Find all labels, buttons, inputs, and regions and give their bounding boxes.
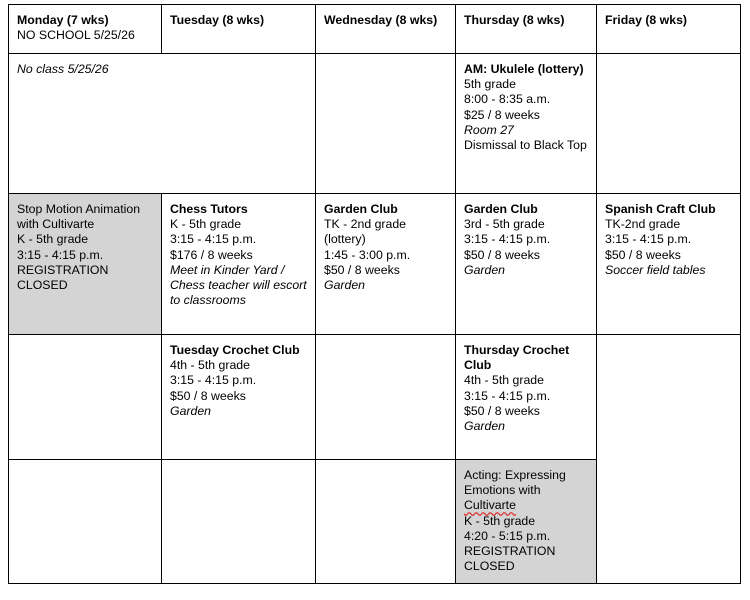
empty-cell	[316, 54, 456, 194]
class-grade: 4th - 5th grade	[464, 373, 544, 388]
class-price: $25 / 8 weeks	[464, 107, 540, 122]
class-grade: 3rd - 5th grade	[464, 217, 545, 232]
class-price: $50 / 8 weeks	[170, 388, 246, 403]
monday-no-school-note: NO SCHOOL 5/25/26	[17, 28, 135, 43]
class-location: Soccer field tables	[605, 262, 706, 277]
header-friday	[597, 5, 741, 54]
tuesday-crochet-cell	[162, 335, 316, 460]
class-time: 3:15 - 4:15 p.m.	[17, 247, 104, 262]
class-price: $176 / 8 weeks	[170, 247, 253, 262]
garden-club-3rd-cell	[456, 194, 597, 335]
class-title-start: Acting: Expressing Emotions with	[464, 468, 566, 498]
empty-cell	[9, 460, 162, 584]
class-price: $50 / 8 weeks	[605, 247, 681, 262]
class-time: 3:15 - 4:15 p.m.	[170, 232, 257, 247]
class-location: Garden	[324, 278, 366, 293]
wednesday-title: Wednesday (8 wks)	[324, 13, 438, 27]
class-time: 4:20 - 5:15 p.m.	[464, 528, 551, 543]
class-time: 1:45 - 3:00 p.m.	[324, 247, 411, 262]
class-time: 3:15 - 4:15 p.m.	[170, 373, 257, 388]
class-price: $50 / 8 weeks	[324, 262, 400, 277]
empty-cell	[9, 335, 162, 460]
spanish-craft-cell	[597, 194, 741, 335]
garden-club-tk-cell	[316, 194, 456, 335]
class-location: Room 27	[464, 122, 514, 137]
empty-cell	[162, 460, 316, 584]
class-location: Garden	[464, 262, 506, 277]
class-price: $50 / 8 weeks	[464, 247, 540, 262]
class-title: Tuesday Crochet Club	[170, 343, 300, 357]
class-title: Thursday Crochet Club	[464, 343, 570, 373]
empty-cell	[597, 335, 741, 584]
header-tuesday	[162, 5, 316, 54]
thursday-title: Thursday (8 wks)	[464, 13, 565, 27]
class-grade: TK-2nd grade	[605, 217, 681, 232]
empty-cell	[316, 335, 456, 460]
class-grade: 5th grade	[464, 77, 516, 92]
header-row	[9, 5, 741, 54]
header-thursday	[456, 5, 597, 54]
class-location: Meet in Kinder Yard / Chess teacher will escort to classrooms	[170, 262, 307, 308]
class-grade: K - 5th grade	[170, 217, 242, 232]
schedule-row-2	[9, 194, 741, 335]
schedule-table	[8, 4, 741, 584]
thursday-crochet-cell	[456, 335, 597, 460]
class-location: Garden	[464, 419, 506, 434]
no-class-note: No class 5/25/26	[17, 62, 109, 76]
schedule-row-1	[9, 54, 741, 194]
friday-title: Friday (8 wks)	[605, 13, 688, 27]
class-location: Garden	[170, 403, 212, 418]
class-time: 3:15 - 4:15 p.m.	[464, 232, 551, 247]
class-grade: TK - 2nd grade (lottery)	[324, 217, 407, 247]
class-title	[464, 468, 588, 514]
monday-title: Monday (7 wks)	[17, 13, 109, 27]
monday-tuesday-note-cell	[9, 54, 316, 194]
spellcheck-word: Cultivarte	[464, 498, 516, 513]
schedule-row-3	[9, 335, 741, 460]
header-monday	[9, 5, 162, 54]
ukulele-cell	[456, 54, 597, 194]
class-title: AM: Ukulele (lottery)	[464, 62, 584, 76]
class-time: 8:00 - 8:35 a.m.	[464, 92, 551, 107]
class-grade: K - 5th grade	[17, 232, 89, 247]
class-title: Spanish Craft Club	[605, 202, 716, 216]
registration-status: REGISTRATION CLOSED	[17, 262, 109, 293]
class-time: 3:15 - 4:15 p.m.	[605, 232, 692, 247]
acting-cell	[456, 460, 597, 584]
chess-cell	[162, 194, 316, 335]
class-dismissal: Dismissal to Black Top	[464, 138, 587, 153]
class-time: 3:15 - 4:15 p.m.	[464, 388, 551, 403]
empty-cell	[597, 54, 741, 194]
class-price: $50 / 8 weeks	[464, 403, 540, 418]
class-grade: 4th - 5th grade	[170, 358, 250, 373]
empty-cell	[316, 460, 456, 584]
class-title: Garden Club	[324, 202, 398, 216]
header-wednesday	[316, 5, 456, 54]
class-title: Chess Tutors	[170, 202, 248, 216]
class-title: Garden Club	[464, 202, 538, 216]
stop-motion-cell	[9, 194, 162, 335]
registration-status: REGISTRATION CLOSED	[464, 544, 556, 574]
class-title: Stop Motion Animation with Cultivarte	[17, 202, 141, 232]
tuesday-title: Tuesday (8 wks)	[170, 13, 265, 27]
class-grade: K - 5th grade	[464, 513, 536, 528]
